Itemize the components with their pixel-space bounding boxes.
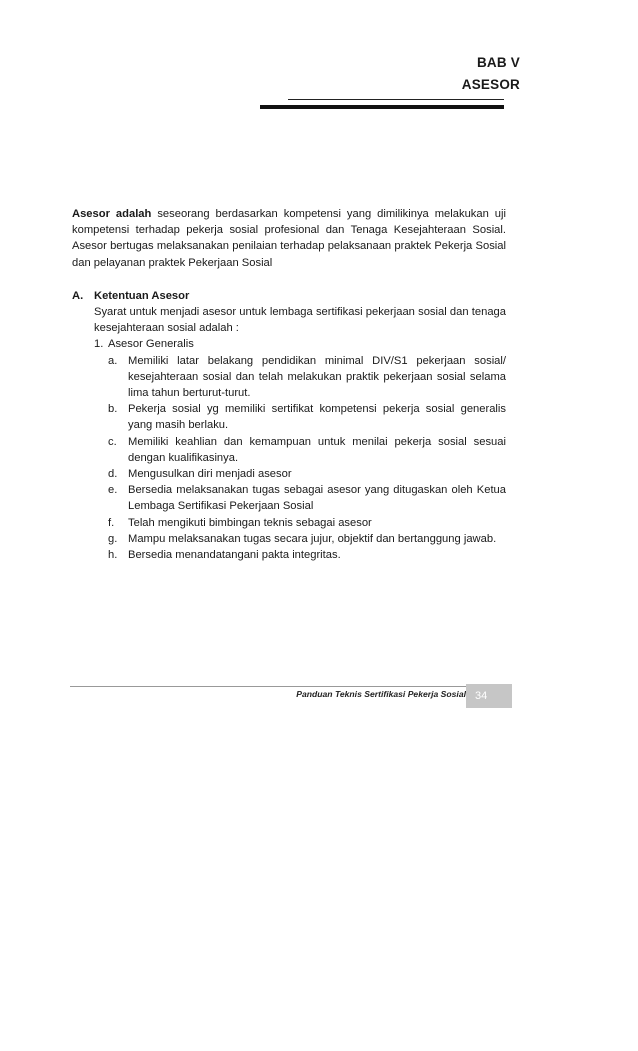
section-heading xyxy=(72,288,506,304)
list-marker: b. xyxy=(108,403,118,416)
list-item xyxy=(108,466,506,482)
list-marker: h. xyxy=(108,549,118,562)
list-text: Mengusulkan diri menjadi asesor xyxy=(128,468,292,481)
footer-title: Panduan Teknis Sertifikasi Pekerja Sosial xyxy=(296,689,466,699)
list-item xyxy=(108,434,506,466)
subsection-heading xyxy=(94,336,506,352)
subsection-title: Asesor Generalis xyxy=(108,338,194,351)
page-number: 34 xyxy=(466,684,512,708)
list-text: Memiliki keahlian dan kemampuan untuk menilai pekerja sosial sesuai dengan kualifikasinya. xyxy=(128,435,506,464)
list-item xyxy=(108,482,506,514)
heading-rule-thin xyxy=(288,99,504,100)
intro-term: Asesor adalah xyxy=(72,208,152,220)
list-marker: d. xyxy=(108,468,118,481)
chapter-heading xyxy=(462,52,520,96)
list-text: Bersedia melaksanakan tugas sebagai asesor yang ditugaskan oleh Ketua Lembaga Sertifikasi Pekerjaan Sosial xyxy=(128,484,506,513)
list-item xyxy=(108,515,506,531)
list-text: Memiliki latar belakang pendidikan minimal DIV/S1 pekerjaan sosial/ kesejahteraan sosial dan telah melakukan praktik pekerjaan sosial selama lima tahun berturut-turut. xyxy=(128,354,506,400)
section-body xyxy=(72,304,506,563)
section-title: Ketentuan Asesor xyxy=(94,289,190,302)
list-marker: g. xyxy=(108,532,118,545)
list-marker: a. xyxy=(108,354,118,367)
chapter-title: ASESOR xyxy=(461,77,520,92)
list-text: Telah mengikuti bimbingan teknis sebagai asesor xyxy=(128,516,372,529)
heading-rule-thick xyxy=(260,105,504,109)
list-item xyxy=(108,547,506,563)
intro-text: seseorang berdasarkan kompetensi yang dimilikinya melakukan uji kompetensi terhadap pekerja sosial profesional dan Tenaga Kesejahteraan Sosial. Asesor bertugas melaksanakan penilaian terhadap pelaksanaan praktek Pekerja Sosial dan pelayanan praktek Pekerjaan Sosial xyxy=(72,208,507,269)
list-text: Mampu melaksanakan tugas secara jujur, objektif dan bertanggung jawab. xyxy=(128,532,497,545)
list-text: Bersedia menandatangani pakta integritas. xyxy=(128,549,341,562)
section-marker: A. xyxy=(72,289,84,302)
section-intro-text: Syarat untuk menjadi asesor untuk lembaga sertifikasi pekerjaan sosial dan tenaga kesejahteraan sosial adalah : xyxy=(94,306,506,335)
list-text: Pekerja sosial yg memiliki sertifikat kompetensi pekerja sosial generalis yang masih berlaku. xyxy=(128,403,506,432)
footer-rule xyxy=(70,686,512,687)
list-marker: c. xyxy=(108,435,117,448)
list-marker: f. xyxy=(108,516,115,529)
list-item xyxy=(108,401,506,433)
list-item xyxy=(108,353,506,402)
main-content xyxy=(72,206,506,563)
intro-paragraph xyxy=(72,206,506,271)
list-marker: e. xyxy=(108,484,118,497)
chapter-number: BAB V xyxy=(476,55,520,70)
list-item xyxy=(108,531,506,547)
requirements-list xyxy=(94,353,506,564)
subsection-marker: 1. xyxy=(94,338,104,351)
